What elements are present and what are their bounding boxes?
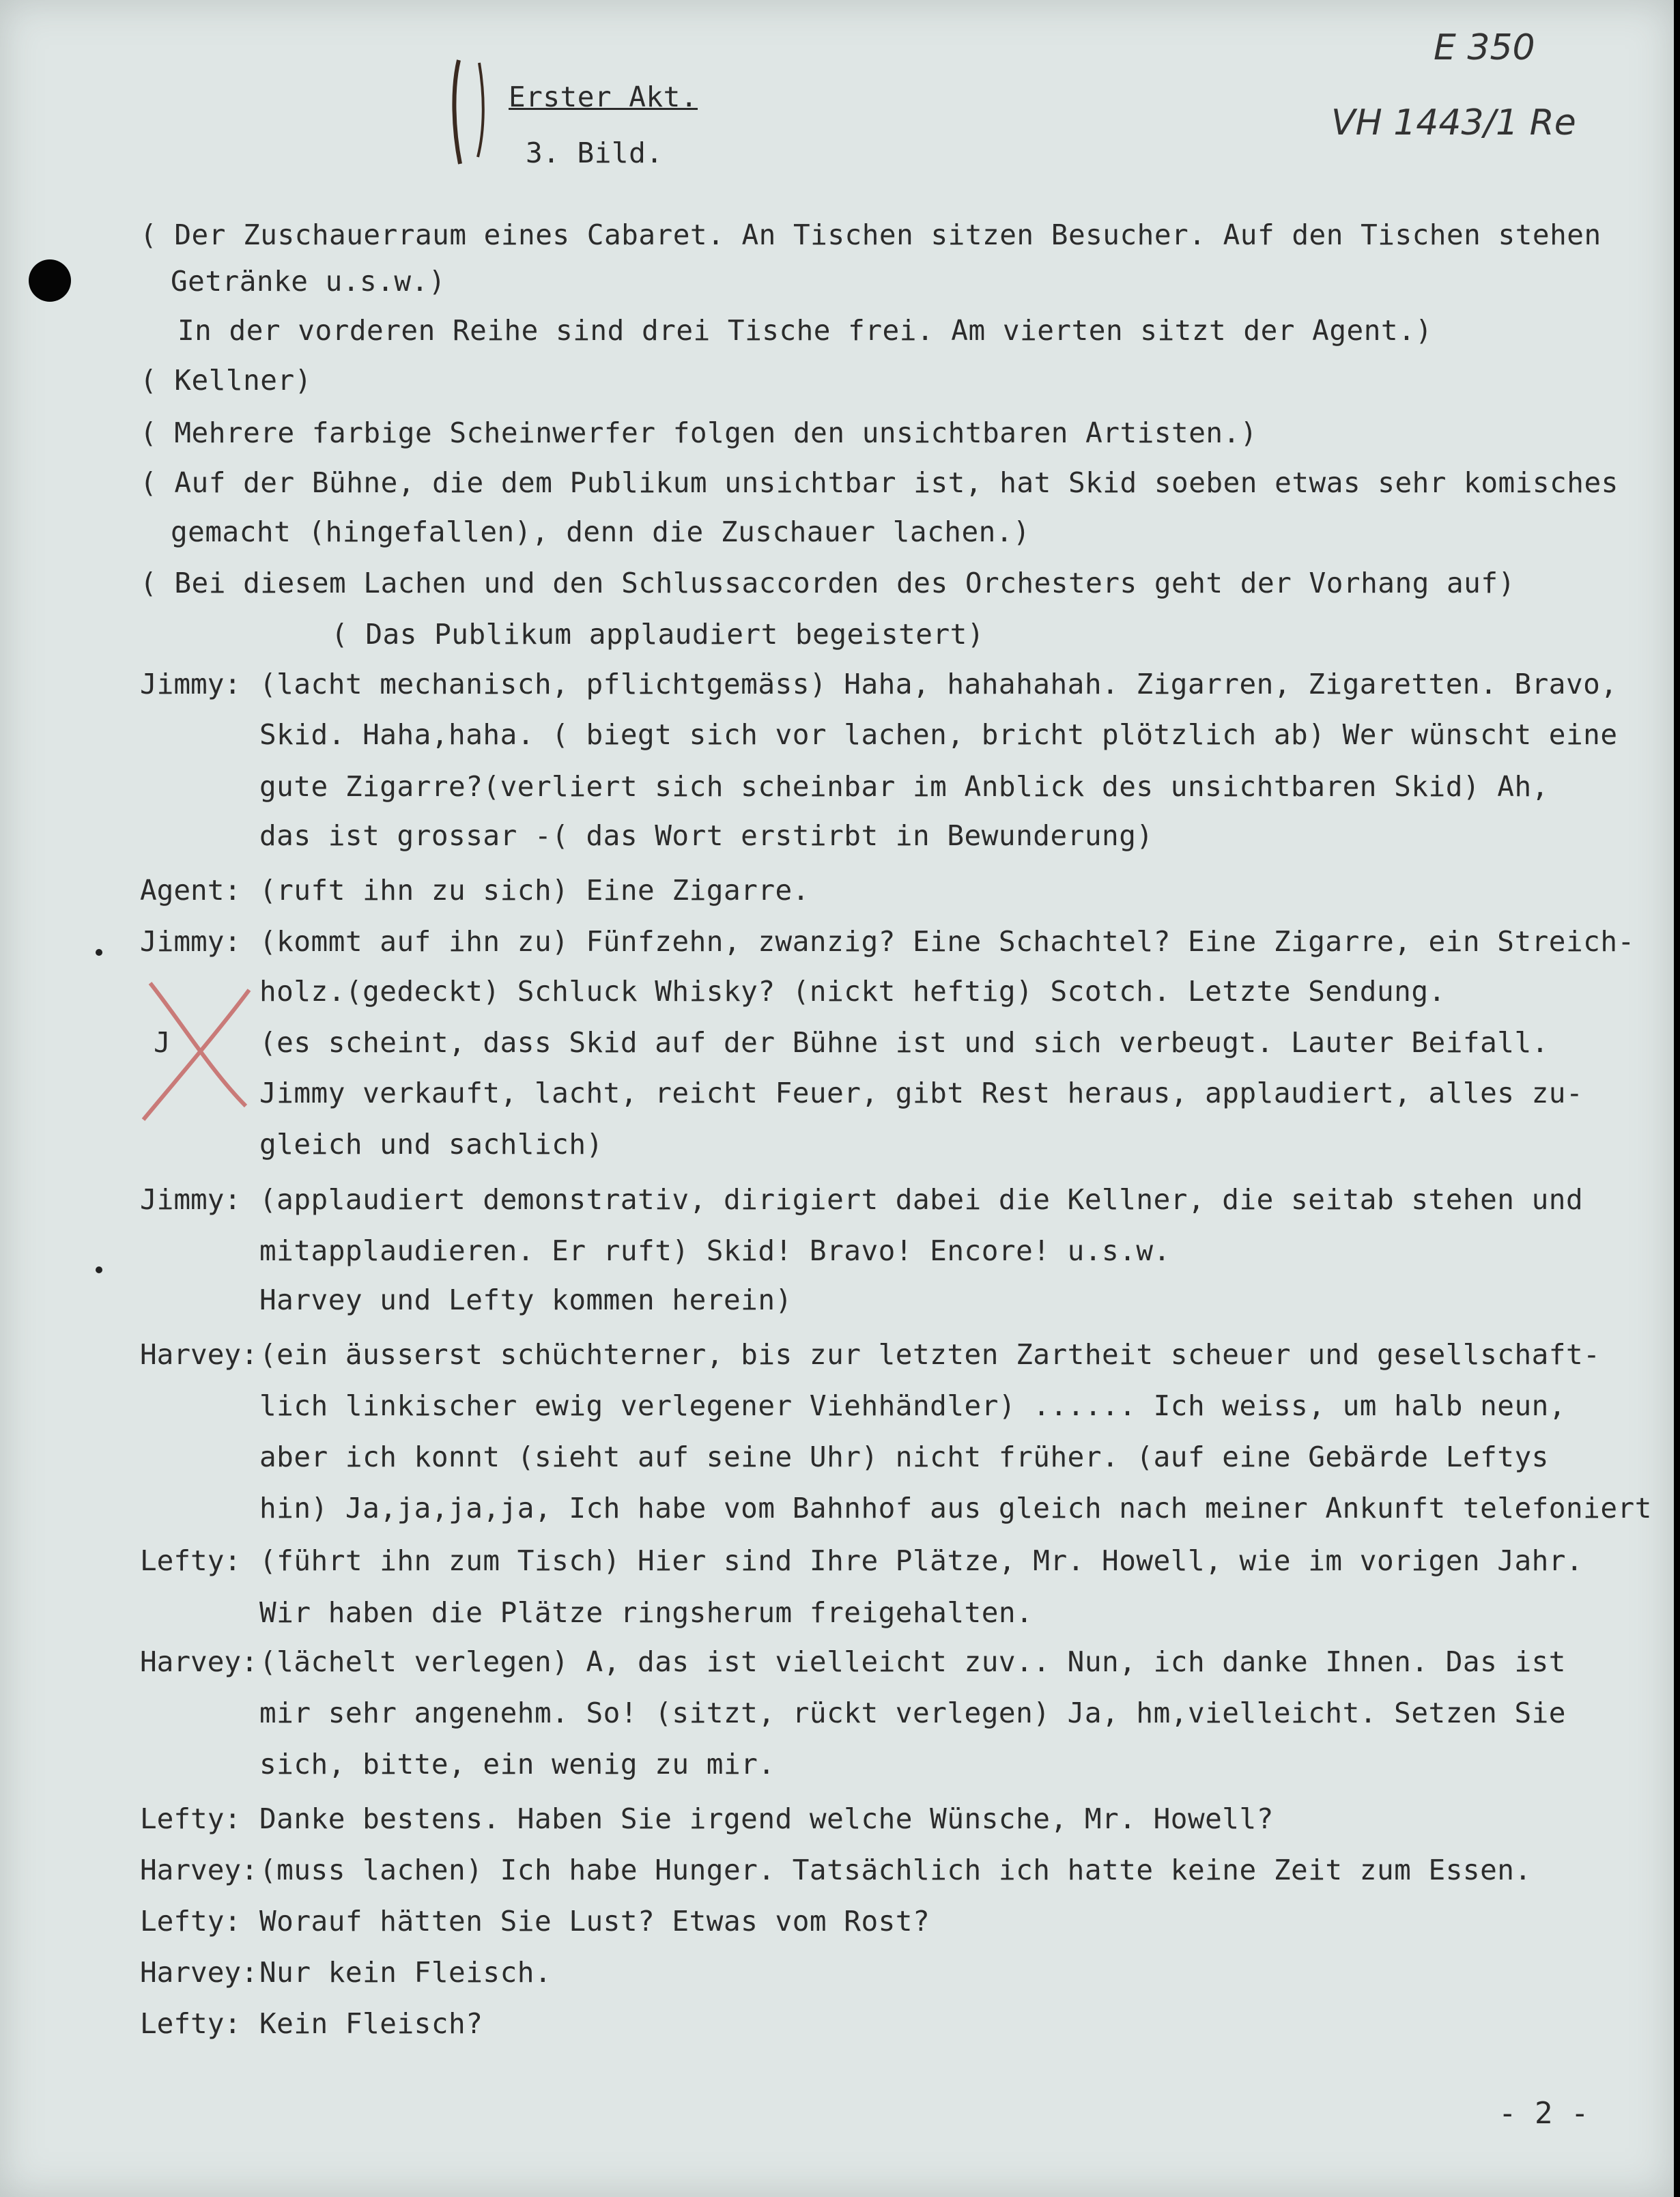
speaker-label: J [154, 1026, 171, 1059]
page-number: - 2 - [1498, 2096, 1589, 2131]
margin-pencil-marks [437, 55, 519, 171]
dialogue-line: Worauf hätten Sie Lust? Etwas vom Rost? [259, 1905, 930, 1938]
dialogue-line: (ein äusserst schüchterner, bis zur letzten Zartheit scheuer und gesellschaft- [259, 1338, 1601, 1371]
dialogue-line: (muss lachen) Ich habe Hunger. Tatsächlich ich hatte keine Zeit zum Essen. [259, 1854, 1532, 1886]
speaker-label: Jimmy: [140, 1183, 242, 1216]
stage-direction-line: Wir haben die Plätze ringsherum freigehalten. [259, 1596, 1034, 1629]
scene-heading: 3. Bild. [526, 137, 664, 169]
stage-direction-line: Jimmy verkauft, lacht, reicht Feuer, gibt Rest heraus, applaudiert, alles zu- [259, 1077, 1584, 1109]
dialogue-line: (es scheint, dass Skid auf der Bühne ist und sich verbeugt. Lauter Beifall. [259, 1026, 1549, 1059]
dialogue-line: (kommt auf ihn zu) Fünfzehn, zwanzig? Eine Schachtel? Eine Zigarre, ein Streich- [259, 925, 1635, 958]
stage-direction-line: Harvey und Lefty kommen herein) [259, 1284, 793, 1316]
act-heading: Erster Akt. [509, 81, 698, 113]
speaker-label: Lefty: [140, 1905, 242, 1938]
stage-direction-line: In der vorderen Reihe sind drei Tische frei. Am vierten sitzt der Agent.) [177, 314, 1433, 347]
stage-direction-line: aber ich konnt (sieht auf seine Uhr) nicht früher. (auf eine Gebärde Leftys [259, 1441, 1549, 1473]
archive-code-2: VH 1443/1 Re [1331, 102, 1576, 143]
stage-direction-line: hin) Ja,ja,ja,ja, Ich habe vom Bahnhof aus gleich nach meiner Ankunft telefoniert [259, 1492, 1652, 1525]
stage-direction-line: ( Der Zuschauerraum eines Cabaret. An Tischen sitzen Besucher. Auf den Tischen stehen [140, 218, 1601, 251]
dialogue-line: Kein Fleisch? [259, 2007, 483, 2040]
stage-direction-line: sich, bitte, ein wenig zu mir. [259, 1748, 775, 1781]
stage-direction-line: ( Mehrere farbige Scheinwerfer folgen den unsichtbaren Artisten.) [140, 416, 1257, 449]
speaker-label: Lefty: [140, 1802, 242, 1835]
stage-direction-line: gute Zigarre?(verliert sich scheinbar im Anblick des unsichtbaren Skid) Ah, [259, 770, 1549, 803]
speaker-label: Harvey: [140, 1645, 258, 1678]
stage-direction-line: lich linkischer ewig verlegener Viehhändler) ...... Ich weiss, um halb neun, [259, 1389, 1566, 1422]
stage-direction-line: ( Das Publikum applaudiert begeistert) [331, 618, 984, 651]
stage-direction-line: ( Kellner) [140, 364, 312, 397]
margin-dot [96, 949, 102, 956]
archive-code-1: E 350 [1434, 27, 1535, 68]
dialogue-line: (applaudiert demonstrativ, dirigiert dabei die Kellner, die seitab stehen und [259, 1183, 1584, 1216]
dialogue-line: Danke bestens. Haben Sie irgend welche Wünsche, Mr. Howell? [259, 1802, 1274, 1835]
speaker-label: Harvey: [140, 1956, 258, 1989]
stage-direction-line: holz.(gedeckt) Schluck Whisky? (nickt heftig) Scotch. Letzte Sendung. [259, 975, 1446, 1008]
stage-direction-line: Getränke u.s.w.) [171, 265, 446, 298]
speaker-label: Lefty: [140, 2007, 242, 2040]
speaker-label: Jimmy: [140, 925, 242, 958]
speaker-label: Harvey: [140, 1854, 258, 1886]
red-cross-mark [130, 969, 266, 1126]
dialogue-line: (lächelt verlegen) A, das ist vielleicht zuv.. Nun, ich danke Ihnen. Das ist [259, 1645, 1566, 1678]
stage-direction-line: mir sehr angenehm. So! (sitzt, rückt verlegen) Ja, hm,vielleicht. Setzen Sie [259, 1697, 1566, 1729]
punch-hole [29, 259, 71, 302]
stage-direction-line: Skid. Haha,haha. ( biegt sich vor lachen, bricht plötzlich ab) Wer wünscht eine [259, 718, 1618, 751]
stage-direction-line: mitapplaudieren. Er ruft) Skid! Bravo! Encore! u.s.w. [259, 1234, 1171, 1267]
margin-dot [96, 1266, 102, 1273]
speaker-label: Lefty: [140, 1544, 242, 1577]
stage-direction-line: ( Auf der Bühne, die dem Publikum unsichtbar ist, hat Skid soeben etwas sehr komisches [140, 466, 1619, 499]
stage-direction-line: gleich und sachlich) [259, 1128, 603, 1161]
dialogue-line: (führt ihn zum Tisch) Hier sind Ihre Plätze, Mr. Howell, wie im vorigen Jahr. [259, 1544, 1584, 1577]
stage-direction-line: das ist grossar -( das Wort erstirbt in Bewunderung) [259, 819, 1154, 852]
stage-direction-line: ( Bei diesem Lachen und den Schlussaccorden des Orchesters geht der Vorhang auf) [140, 567, 1515, 599]
speaker-label: Harvey: [140, 1338, 258, 1371]
stage-direction-line: gemacht (hingefallen), denn die Zuschauer lachen.) [171, 515, 1031, 548]
dialogue-line: Nur kein Fleisch. [259, 1956, 552, 1989]
dialogue-line: (lacht mechanisch, pflichtgemäss) Haha, hahahahah. Zigarren, Zigaretten. Bravo, [259, 668, 1618, 700]
speaker-label: Jimmy: [140, 668, 242, 700]
speaker-label: Agent: [140, 874, 242, 907]
dialogue-line: (ruft ihn zu sich) Eine Zigarre. [259, 874, 810, 907]
